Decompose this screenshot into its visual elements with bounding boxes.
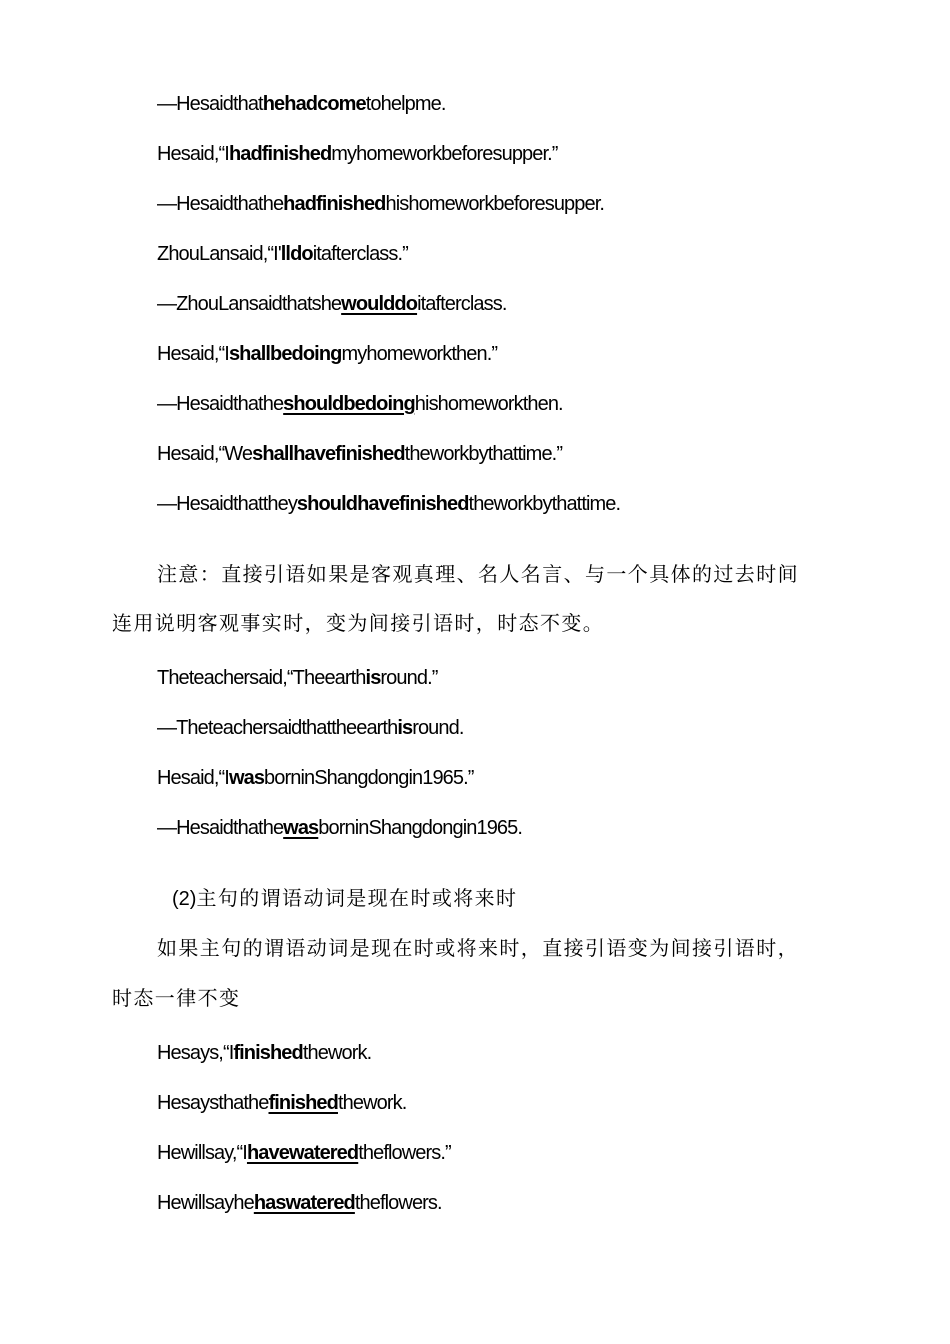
note-line-2: 连用说明客观事实时，变为间接引语时，时态不变。 [112, 611, 605, 635]
section-paragraph-line-2: 时态一律不变 [112, 986, 241, 1010]
example-line: ZhouLansaid,“I'lldoitafterclass.” [157, 243, 408, 265]
example-line: —Hesaidthatheshouldbedoinghishomeworkthen. [157, 393, 563, 415]
example-line: Hesaysthathefinishedthework. [157, 1092, 407, 1114]
example-line: Theteachersaid,“Theearthisround.” [157, 667, 438, 689]
example-line: —Hesaidthattheyshouldhavefinishedtheworkbythattime. [157, 493, 621, 515]
example-line: Hewillsayhehaswateredtheflowers. [157, 1192, 442, 1214]
example-line: —Hesaidthathehadcometohelpme. [157, 93, 446, 115]
example-line: —ZhouLansaidthatshewoulddoitafterclass. [157, 293, 507, 315]
example-line: Hesays,“Ifinishedthework. [157, 1042, 372, 1064]
example-line: —Theteachersaidthattheearthisround. [157, 717, 464, 739]
section-paragraph-line-1: 如果主句的谓语动词是现在时或将来时，直接引语变为间接引语时， [157, 936, 799, 960]
example-line: Hesaid,“Ishallbedoingmyhomeworkthen.” [157, 343, 498, 365]
section-heading: (2)主句的谓语动词是现在时或将来时 [172, 886, 518, 910]
example-line: —Hesaidthathehadfinishedhishomeworkbeforesupper. [157, 193, 605, 215]
example-line: —HesaidthathewasborninShangdongin1965. [157, 817, 523, 839]
example-line: Hesaid,“Ihadfinishedmyhomeworkbeforesupper.” [157, 143, 558, 165]
example-line: Hesaid,“Weshallhavefinishedtheworkbythattime.” [157, 443, 563, 465]
example-line: Hesaid,“IwasborninShangdongin1965.” [157, 767, 474, 789]
note-line-1: 注意：直接引语如果是客观真理、名人名言、与一个具体的过去时间 [157, 562, 799, 586]
example-line: Hewillsay,“Ihavewateredtheflowers.” [157, 1142, 451, 1164]
